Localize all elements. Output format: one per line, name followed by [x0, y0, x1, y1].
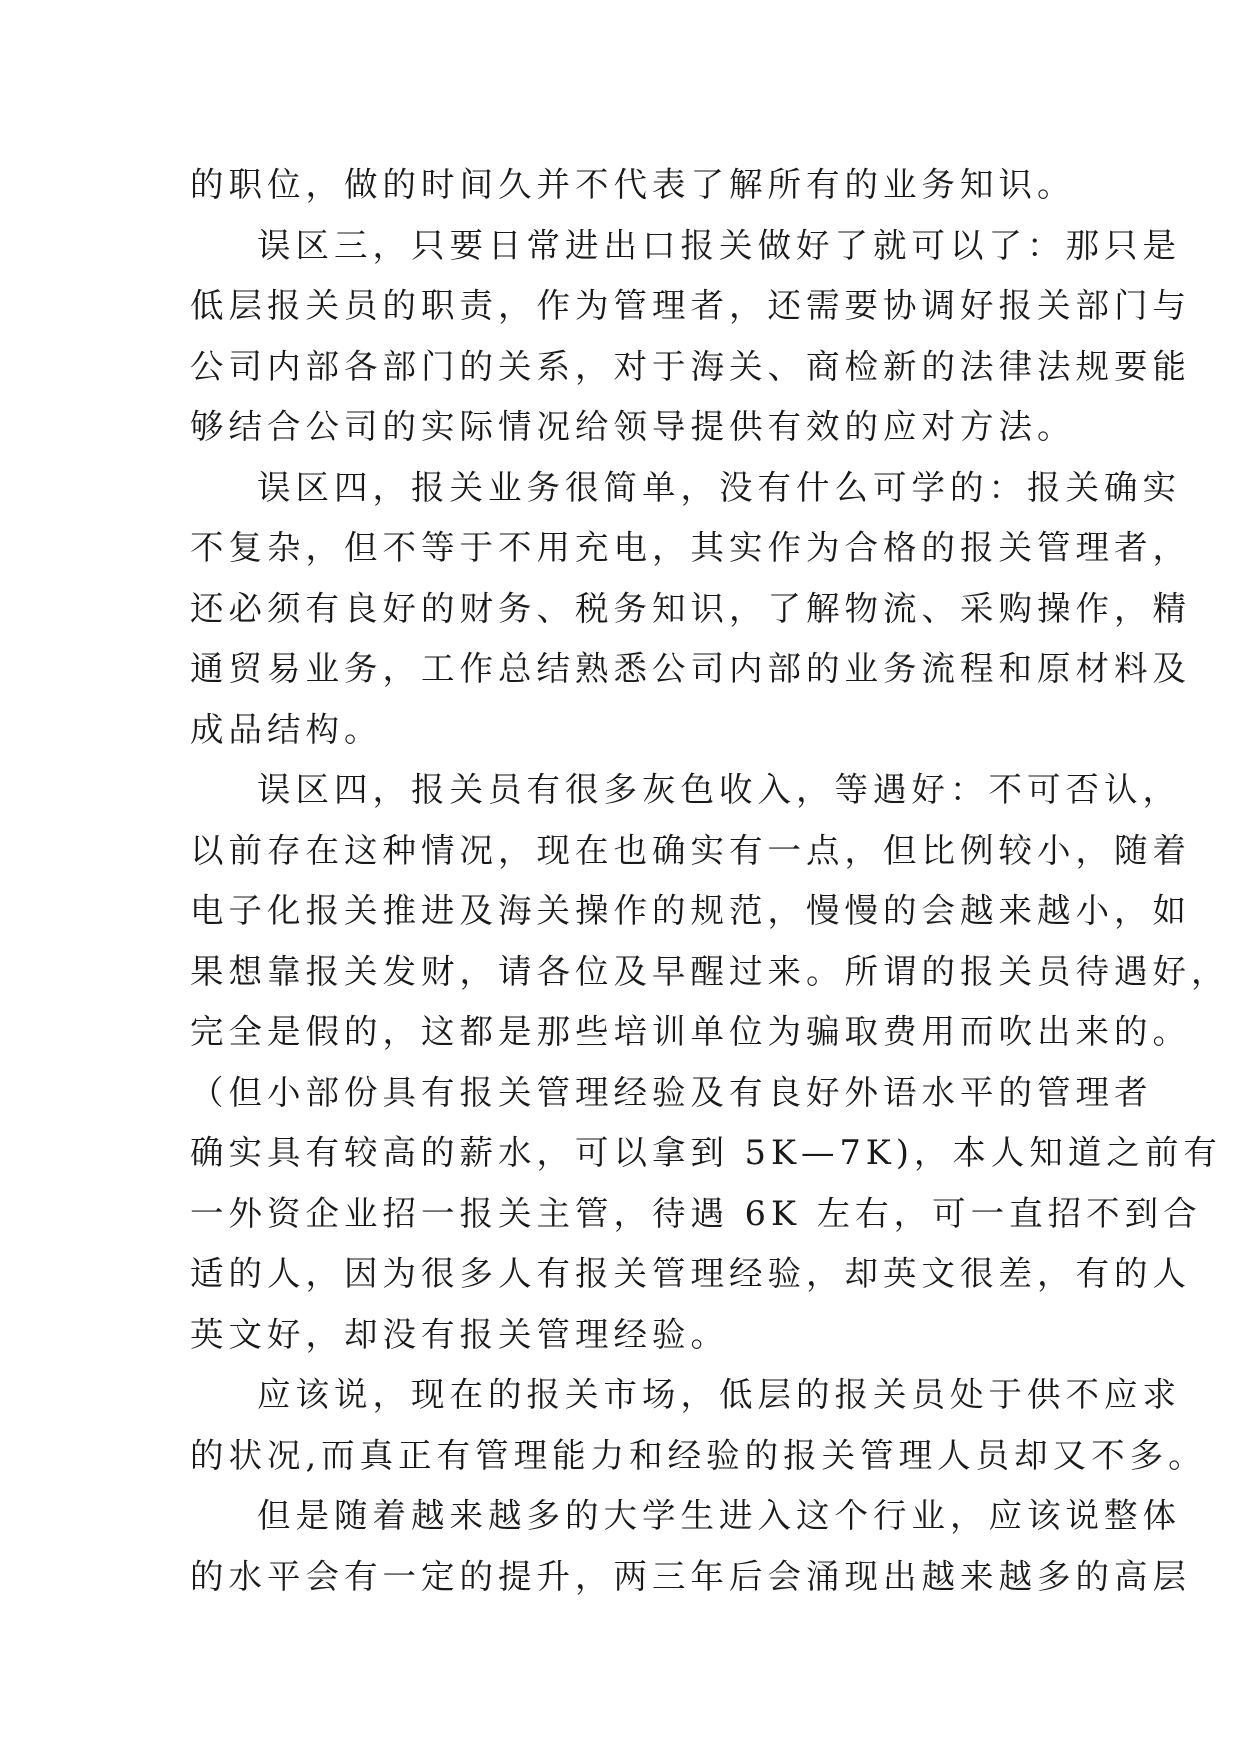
text-line: 完全是假的，这都是那些培训单位为骗取费用而吹出来的。: [190, 1012, 1191, 1051]
text-line: 误区三，只要日常进出口报关做好了就可以了：那只是: [257, 225, 1181, 265]
text-line: 应该说，现在的报关市场，低层的报关员处于供不应求: [257, 1375, 1181, 1414]
text-line: 的状况,而真正有管理能力和经验的报关管理人员却又不多。: [190, 1435, 1207, 1475]
text-line: 以前存在这种情况，现在也确实有一点，但比例较小，随着: [190, 830, 1191, 870]
text-line: 还必须有良好的财务、税务知识，了解物流、采购操作，精: [190, 588, 1191, 628]
document-body: [190, 155, 1230, 1607]
text-line: 低层报关员的职责，作为管理者，还需要协调好报关部门与: [190, 286, 1191, 325]
text-line: 误区四，报关业务很简单，没有什么可学的：报关确实: [257, 467, 1181, 507]
text-line: 一外资企业招一报关主管，待遇 6K 左右，可一直招不到合: [190, 1193, 1202, 1233]
text-line: （但小部份具有报关管理经验及有良好外语水平的管理者: [190, 1072, 1153, 1112]
text-line: 通贸易业务，工作总结熟悉公司内部的业务流程和原材料及: [190, 649, 1191, 688]
text-line: 的水平会有一定的提升，两三年后会涌现出越来越多的高层: [190, 1556, 1191, 1596]
text-line: 不复杂，但不等于不用充电，其实作为合格的报关管理者，: [190, 528, 1191, 567]
text-line: 确实具有较高的薪水，可以拿到 5K—7K)，本人知道之前有: [190, 1133, 1222, 1172]
text-line: 英文好，却没有报关管理经验。: [190, 1314, 729, 1354]
text-line: 够结合公司的实际情况给领导提供有效的应对方法。: [190, 407, 1076, 446]
text-line: 的职位，做的时间久并不代表了解所有的业务知识。: [190, 165, 1076, 204]
text-line: 成品结构。: [190, 709, 383, 749]
text-line: 公司内部各部门的关系，对于海关、商检新的法律法规要能: [190, 346, 1191, 386]
text-line: 误区四，报关员有很多灰色收入，等遇好：不可否认，: [257, 770, 1181, 809]
text-line: 但是随着越来越多的大学生进入这个行业，应该说整体: [257, 1496, 1181, 1535]
text-line: 果想靠报关发财，请各位及早醒过来。所谓的报关员待遇好，: [190, 951, 1230, 991]
text-line: 电子化报关推进及海关操作的规范，慢慢的会越来越小，如: [190, 891, 1191, 930]
text-line: 适的人，因为很多人有报关管理经验，却英文很差，有的人: [190, 1254, 1191, 1293]
